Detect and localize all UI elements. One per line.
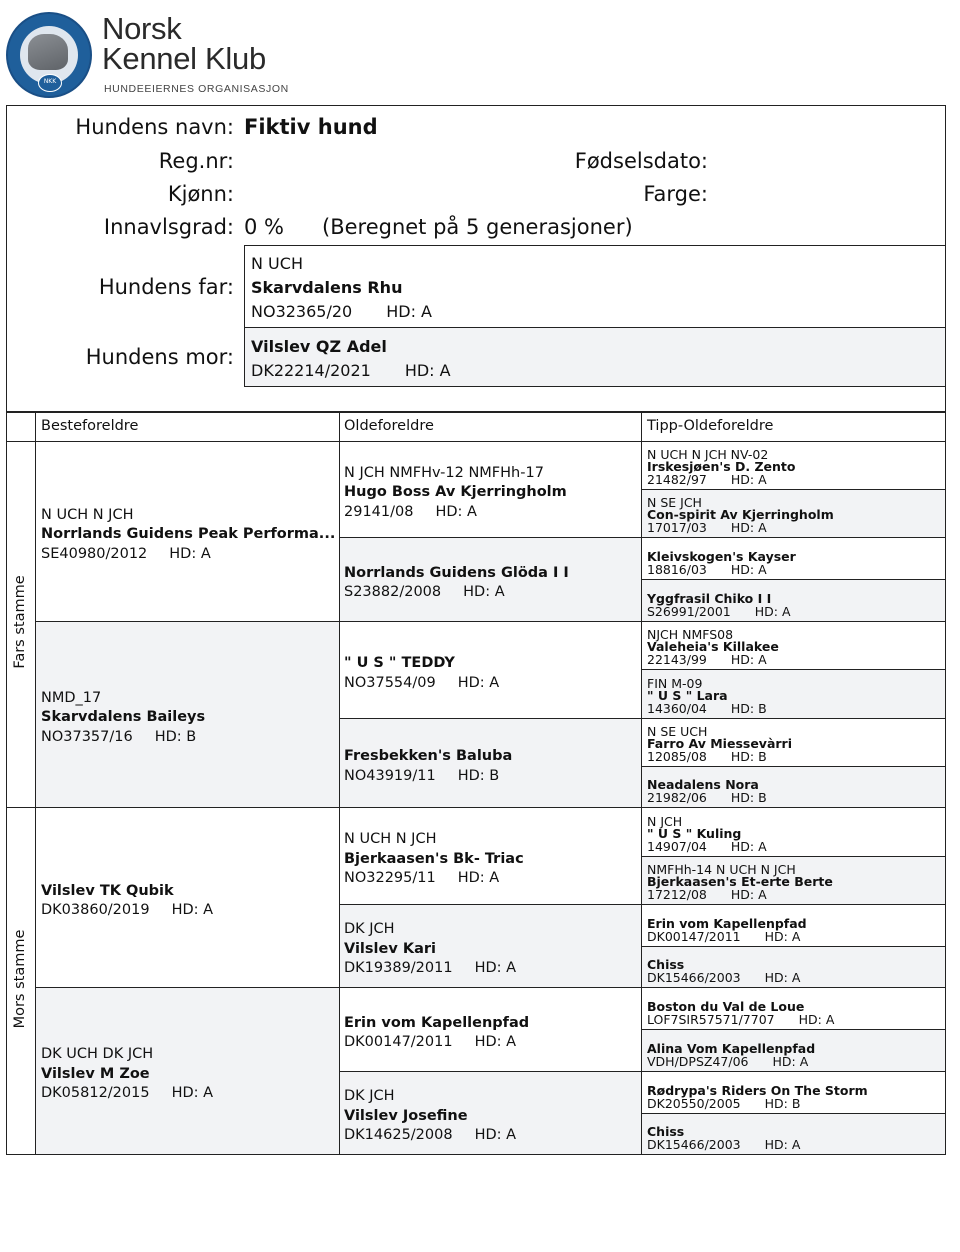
hd-score: HD: A: [730, 519, 767, 535]
titles: N UCH N JCH NV-02: [647, 446, 769, 462]
col-divider: [339, 412, 340, 1154]
dog-name: Erin vom Kapellenpfad: [647, 916, 807, 931]
gggp-divider: [641, 621, 945, 622]
hd-score: HD: A: [171, 902, 214, 918]
reg-line: [41, 1084, 213, 1104]
logo-title: [102, 11, 266, 76]
reg-line: [647, 838, 767, 854]
color-label: Farge:: [643, 182, 708, 206]
reg-number: 12085/08: [647, 748, 707, 764]
titles: NMFHh-14 N UCH N JCH: [647, 861, 796, 877]
mother-reg-line: [251, 361, 451, 380]
great-grandparent-cell: [344, 464, 567, 523]
col-header: Besteforeldre: [41, 418, 139, 434]
gggp-divider: [641, 987, 945, 988]
titles: N UCH N JCH: [41, 506, 134, 523]
father-name: Skarvdalens Rhu: [251, 278, 403, 297]
reg-line: [647, 1011, 835, 1027]
gp-divider: [35, 621, 339, 622]
father-hd: HD: A: [386, 302, 432, 321]
ggp-divider: [339, 718, 641, 719]
border-bottom: [6, 1154, 946, 1155]
dog-name: Rødrypa's Riders On The Storm: [647, 1083, 868, 1098]
reg-line: [647, 471, 796, 487]
reg-number: S23882/2008: [344, 584, 442, 600]
hd-score: HD: B: [154, 728, 197, 745]
reg-line: [344, 959, 516, 979]
reg-number: DK05812/2015: [41, 1085, 150, 1102]
dog-name: Con-spirit Av Kjerringholm: [647, 507, 834, 522]
reg-number: S26991/2001: [647, 603, 731, 619]
reg-number: 17212/08: [647, 886, 707, 902]
gg-grandparent-cell: [647, 551, 796, 576]
side-label-father: Fars stamme: [12, 575, 28, 669]
border-left: [6, 412, 7, 1154]
reg-line: [647, 1136, 801, 1152]
reg-number: DK15466/2003: [647, 1136, 741, 1152]
dog-name: Kleivskogen's Kayser: [647, 549, 796, 564]
dog-name: " U S " TEDDY: [344, 655, 455, 671]
reg-line: [647, 603, 791, 619]
nkk-logo-seal: [6, 12, 92, 98]
reg-number: 22143/99: [647, 651, 707, 667]
reg-line: [344, 1033, 529, 1053]
reg-number: 29141/08: [344, 503, 414, 520]
birth-label: Fødselsdato:: [574, 149, 708, 173]
sex-label: Kjønn:: [167, 182, 234, 206]
reg-number: 21482/97: [647, 471, 707, 487]
gg-grandparent-cell: [647, 1043, 815, 1068]
hd-score: HD: A: [457, 870, 500, 887]
col-divider: [35, 412, 36, 1154]
dog-name: Neadalens Nora: [647, 777, 759, 792]
gg-grandparent-cell: [647, 446, 796, 487]
dog-name: Irskesjøen's D. Zento: [647, 459, 796, 474]
titles: N JCH NMFHv-12 NMFHh-17: [344, 464, 544, 481]
reg-number: NO37554/09: [344, 674, 436, 691]
dog-name: Hugo Boss Av Kjerringholm: [344, 484, 567, 501]
gggp-divider: [641, 807, 945, 808]
titles: DK JCH: [344, 1088, 395, 1105]
great-grandparent-cell: [344, 830, 524, 889]
reg-line: [41, 545, 335, 565]
grandparent-cell: [41, 1045, 213, 1104]
mother-box: [244, 327, 946, 387]
dog-name: Norrlands Guidens Glöda I I: [344, 564, 569, 581]
reg-line: [344, 1126, 516, 1146]
gg-grandparent-cell: [647, 1001, 834, 1026]
gggp-divider: [641, 718, 945, 719]
reg-line: [647, 748, 792, 764]
col-header: Oldeforeldre: [344, 418, 434, 434]
reg-number: DK00147/2011: [647, 928, 741, 944]
great-grandparent-cell: [344, 654, 499, 693]
dog-name: Bjerkaasen's Bk- Triac: [344, 850, 524, 867]
gg-grandparent-cell: [647, 959, 800, 984]
reg-line: [41, 728, 205, 748]
border-top: [6, 412, 945, 413]
reg-number: DK20550/2005: [647, 1095, 741, 1111]
reg-line: [647, 1053, 815, 1069]
titles: N UCH N JCH: [344, 831, 437, 848]
dog-name: Vilslev Kari: [344, 940, 436, 957]
titles: N JCH: [647, 813, 683, 829]
gg-grandparent-cell: [647, 813, 767, 854]
gggp-divider: [641, 1071, 945, 1072]
hd-score: HD: B: [730, 789, 767, 805]
ggp-divider: [339, 537, 641, 538]
gggp-divider: [641, 579, 945, 580]
grandparent-cell: [41, 689, 205, 748]
hd-score: HD: B: [764, 1095, 801, 1111]
mother-reg: DK22214/2021: [251, 361, 371, 380]
father-titles: N UCH: [251, 254, 303, 273]
reg-number: NO43919/11: [344, 767, 436, 784]
gg-grandparent-cell: [647, 861, 833, 902]
hd-score: HD: A: [730, 651, 767, 667]
reg-number: SE40980/2012: [41, 545, 148, 562]
great-grandparent-cell: [344, 1014, 529, 1053]
great-grandparent-cell: [344, 747, 512, 786]
ggp-divider: [339, 621, 641, 622]
inbreeding-label: Innavlsgrad:: [103, 215, 234, 239]
reg-number: 17017/03: [647, 519, 707, 535]
gggp-divider: [641, 1113, 945, 1114]
dog-name: Vilslev M Zoe: [41, 1065, 150, 1082]
dog-name: Vilslev TK Qubik: [41, 882, 174, 899]
ggp-divider: [339, 904, 641, 905]
reg-line: [344, 503, 567, 523]
titles: N SE JCH: [647, 494, 702, 510]
dog-name: Bjerkaasen's Et-erte Berte: [647, 874, 833, 889]
logo-subtitle: HUNDEEIERNES ORGANISASJON: [104, 83, 289, 95]
reg-line: [647, 789, 767, 805]
gg-grandparent-cell: [647, 675, 767, 716]
hd-score: HD: A: [474, 1127, 517, 1144]
hd-score: HD: A: [764, 1136, 801, 1152]
reg-line: [344, 767, 512, 787]
gggp-divider: [641, 856, 945, 857]
dog-name: Fresbekken's Baluba: [344, 748, 513, 764]
reg-number: DK03860/2019: [41, 902, 150, 918]
name-label: Hundens navn:: [75, 115, 234, 139]
hd-score: HD: A: [171, 1085, 214, 1102]
dog-name: Fiktiv hund: [244, 115, 378, 139]
hd-score: HD: A: [463, 584, 505, 600]
reg-line: [647, 700, 767, 716]
dog-name: " U S " Lara: [647, 688, 728, 703]
gg-grandparent-cell: [647, 1085, 868, 1110]
hd-score: HD: A: [772, 1053, 809, 1069]
grandparent-cell: [41, 506, 335, 565]
hd-score: HD: A: [730, 886, 767, 902]
gg-grandparent-cell: [647, 779, 767, 804]
reg-number: DK14625/2008: [344, 1127, 453, 1144]
hd-score: HD: A: [474, 1034, 517, 1050]
grandparent-cell: [41, 882, 213, 921]
reg-line: [344, 583, 569, 603]
reg-number: LOF7SIR57571/7707: [647, 1011, 775, 1027]
titles: DK JCH: [344, 921, 395, 938]
reg-line: [647, 928, 807, 944]
dog-name: Skarvdalens Baileys: [41, 709, 206, 726]
reg-line: [647, 886, 833, 902]
elkhound-icon: [28, 34, 68, 70]
gg-grandparent-cell: [647, 918, 807, 943]
logo-title-line2: Kennel Klub: [102, 41, 266, 76]
great-grandparent-cell: [344, 1087, 516, 1146]
dog-name: Vilslev Josefine: [344, 1107, 468, 1124]
inbreeding-value: 0 %: [244, 215, 284, 239]
dog-name: Chiss: [647, 1124, 685, 1139]
dog-name: Farro Av Miessevàrri: [647, 736, 792, 751]
dog-name: Boston du Val de Loue: [647, 999, 805, 1014]
reg-line: [41, 901, 213, 921]
hd-score: HD: A: [474, 960, 517, 977]
titles: N SE UCH: [647, 723, 708, 739]
side-divider: [6, 807, 339, 808]
reg-number: DK19389/2011: [344, 960, 453, 977]
mother-label: Hundens mor:: [85, 345, 234, 369]
reg-number: DK15466/2003: [647, 969, 741, 985]
hd-score: HD: A: [457, 674, 500, 691]
hd-score: HD: B: [457, 767, 500, 784]
reg-line: [647, 519, 834, 535]
dog-name: Norrlands Guidens Peak Performa...: [41, 526, 336, 543]
great-grandparent-cell: [344, 564, 569, 603]
dog-name: Chiss: [647, 957, 685, 972]
gg-grandparent-cell: [647, 626, 779, 667]
hd-score: HD: A: [764, 928, 801, 944]
father-reg-line: [251, 302, 432, 321]
gggp-divider: [641, 537, 945, 538]
reg-number: DK00147/2011: [344, 1034, 453, 1050]
reg-number: 21982/06: [647, 789, 707, 805]
gp-divider: [35, 987, 339, 988]
col-header: Tipp-Oldeforeldre: [647, 418, 774, 434]
gg-grandparent-cell: [647, 723, 792, 764]
titles: FIN M-09: [647, 675, 703, 691]
hd-score: HD: A: [730, 471, 767, 487]
ggp-divider: [339, 807, 641, 808]
hd-score: HD: B: [730, 748, 767, 764]
hd-score: HD: A: [798, 1011, 835, 1027]
ggp-divider: [339, 987, 641, 988]
hd-score: HD: A: [754, 603, 791, 619]
header-bottom: [6, 441, 945, 442]
reg-line: [344, 674, 499, 694]
gg-grandparent-cell: [647, 593, 791, 618]
gg-grandparent-cell: [647, 1126, 800, 1151]
reg-line: [647, 969, 801, 985]
reg-line: [647, 651, 779, 667]
mother-hd: HD: A: [404, 361, 451, 380]
father-label: Hundens far:: [98, 275, 234, 299]
col-divider: [641, 412, 642, 1154]
hd-score: HD: A: [764, 969, 801, 985]
titles: NJCH NMFS08: [647, 626, 734, 642]
reg-number: 14360/04: [647, 700, 707, 716]
father-reg: NO32365/20: [251, 302, 353, 321]
dog-name: " U S " Kuling: [647, 826, 742, 841]
father-box: [244, 245, 946, 328]
gggp-divider: [641, 946, 945, 947]
titles: NMD_17: [41, 689, 102, 706]
dog-name: Valeheia's Killakee: [647, 639, 779, 654]
reg-number: NO32295/11: [344, 870, 436, 887]
regnr-label: Reg.nr:: [158, 149, 234, 173]
side-label-mother: Mors stamme: [12, 929, 28, 1028]
reg-line: [647, 561, 796, 577]
dog-name: Erin vom Kapellenpfad: [344, 1014, 530, 1031]
seal-badge: NKK: [38, 74, 62, 92]
gggp-divider: [641, 669, 945, 670]
reg-number: VDH/DPSZ47/06: [647, 1053, 749, 1069]
hd-score: HD: B: [730, 700, 767, 716]
titles: DK UCH DK JCH: [41, 1046, 154, 1063]
border-right: [945, 412, 946, 1154]
mother-name: Vilslev QZ Adel: [251, 337, 387, 356]
reg-line: [344, 869, 524, 889]
gggp-divider: [641, 766, 945, 767]
great-grandparent-cell: [344, 920, 516, 979]
hd-score: HD: A: [730, 838, 767, 854]
dog-name: Yggfrasil Chiko I I: [647, 591, 772, 606]
gggp-divider: [641, 489, 945, 490]
reg-number: NO37357/16: [41, 728, 133, 745]
gg-grandparent-cell: [647, 494, 834, 535]
dog-name: Alina Vom Kapellenpfad: [647, 1041, 816, 1056]
gggp-divider: [641, 904, 945, 905]
gggp-divider: [641, 1029, 945, 1030]
ggp-divider: [339, 1071, 641, 1072]
inbreeding-note: (Beregnet på 5 generasjoner): [322, 215, 633, 239]
hd-score: HD: A: [169, 545, 211, 562]
reg-number: 14907/04: [647, 838, 707, 854]
hd-score: HD: A: [730, 561, 767, 577]
reg-line: [647, 1095, 868, 1111]
reg-number: 18816/03: [647, 561, 707, 577]
logo-title-line1: Norsk: [102, 11, 182, 46]
hd-score: HD: A: [435, 503, 477, 520]
